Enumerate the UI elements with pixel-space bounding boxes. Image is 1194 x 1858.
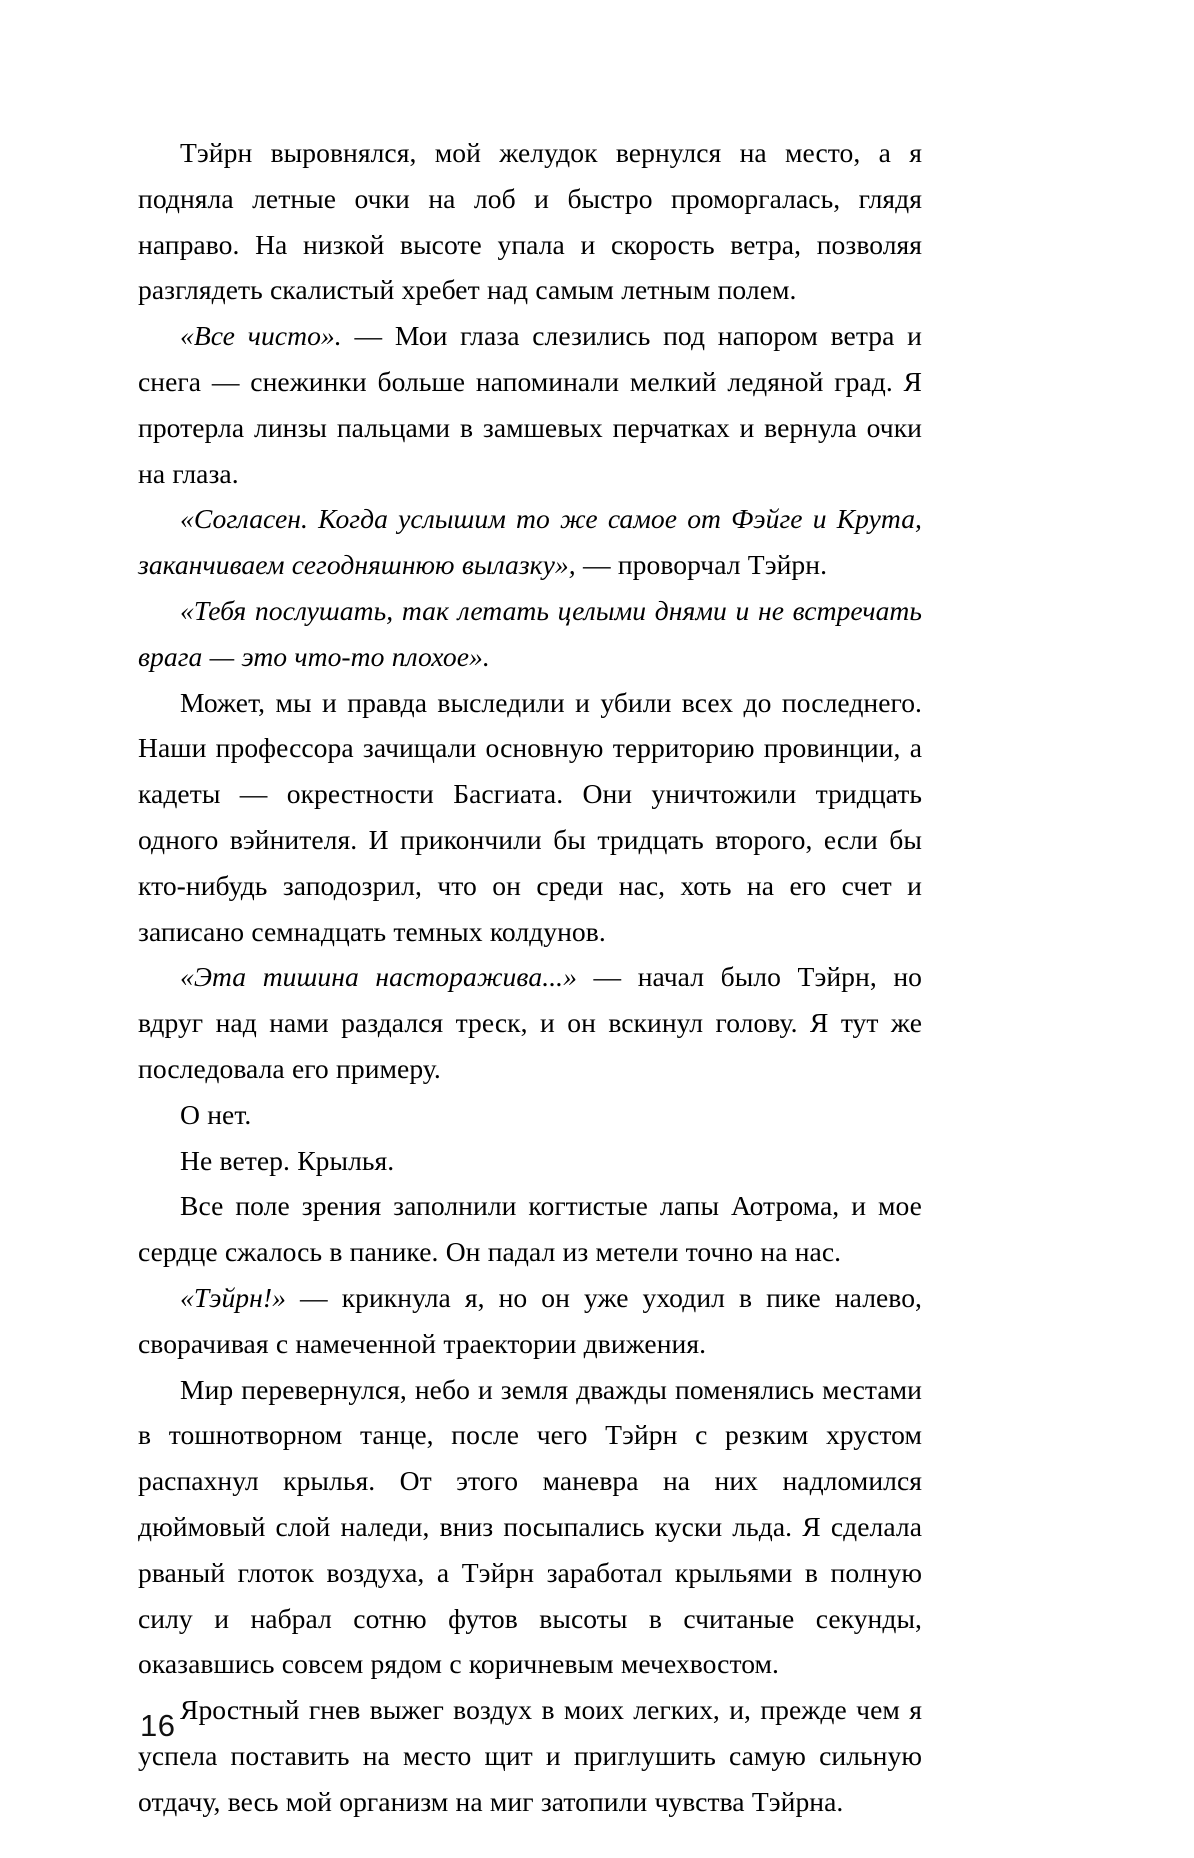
paragraph-9: Все поле зрения заполнили когтистые лапы Аотрома, и мое сердце сжалось в панике. Он падал из метели точно на нас. [138, 1190, 922, 1268]
italic-quote-eta-tishina: «Эта тишина настораживa...» [180, 961, 577, 993]
paragraph-3 [138, 496, 922, 588]
paragraph-10 [138, 1275, 922, 1367]
paragraph-2 [138, 313, 922, 496]
italic-quote-tebya-poslushat: «Тебя послушать, так летать целыми днями и не встречать врага — это что-то плохое». [138, 594, 922, 672]
paragraph-8: Не ветер. Крылья. [180, 1144, 395, 1176]
italic-quote-teyrn: «Тэйрн!» [180, 1281, 286, 1313]
paragraph-4 [138, 588, 922, 680]
paragraph-1: Тэйрн выровнялся, мой желудок вернулся на место, а я подняла летные очки на лоб и быстро проморгалась, глядя направо. На низкой высоте упала и скорость ветра, позволяя разглядеть скалистый хребет над самым летным полем. [138, 137, 922, 306]
italic-quote-vse-chisto: «Все чисто». [180, 320, 342, 352]
page-number: 16 [140, 1708, 176, 1743]
paragraph-7: О нет. [180, 1098, 252, 1130]
page-body-text [138, 130, 922, 1824]
italic-quote-soglasen: «Согласен. Когда услышим то же самое от Фэйге и Крута, заканчиваем сегодняшнюю вылазку», [138, 503, 922, 581]
paragraph-3-rest: — проворчал Тэйрн. [575, 549, 828, 581]
paragraph-10-rest: — крикнула я, но он уже уходил в пике налево, сворачивая с намеченной траектории движения. [138, 1281, 922, 1359]
paragraph-6-rest: — начал было Тэйрн, но вдруг над нами раздался треск, и он вскинул голову. Я тут же последовала его примеру. [138, 961, 923, 1084]
paragraph-11: Мир перевернулся, небо и земля дважды поменялись местами в тошнотворном танце, после чего Тэйрн с резким хрустом распахнул крылья. От этого маневра на них надломился дюймовый слой наледи, вниз посыпались куски льда. Я сделала рваный глоток воздуха, а Тэйрн заработал крыльями в полную силу и набрал сотню футов высоты в считаные секунды, оказавшись совсем рядом с коричневым мечехвостом. [138, 1373, 922, 1680]
paragraph-2-rest: — Мои глаза слезились под напором ветра и снега — снежинки больше напоминали мелкий ледяной град. Я протерла линзы пальцами в замшевых перчатках и вернула очки на глаза. [138, 320, 922, 489]
paragraph-12: Яростный гнев выжег воздух в моих легких, и, прежде чем я успела поставить на место щит и приглушить самую сильную отдачу, весь мой организм на миг затопили чувства Тэйрна. [138, 1694, 922, 1817]
paragraph-6 [138, 954, 922, 1091]
paragraph-5: Может, мы и правда выследили и убили всех до последнего. Наши профессора зачищали основную территорию провинции, а кадеты — окрестности Басгиата. Они уничтожили тридцать одного вэйнителя. И прикончили бы тридцать второго, если бы кто-нибудь заподозрил, что он среди нас, хоть на его счет и записано семнадцать темных колдунов. [138, 686, 922, 947]
